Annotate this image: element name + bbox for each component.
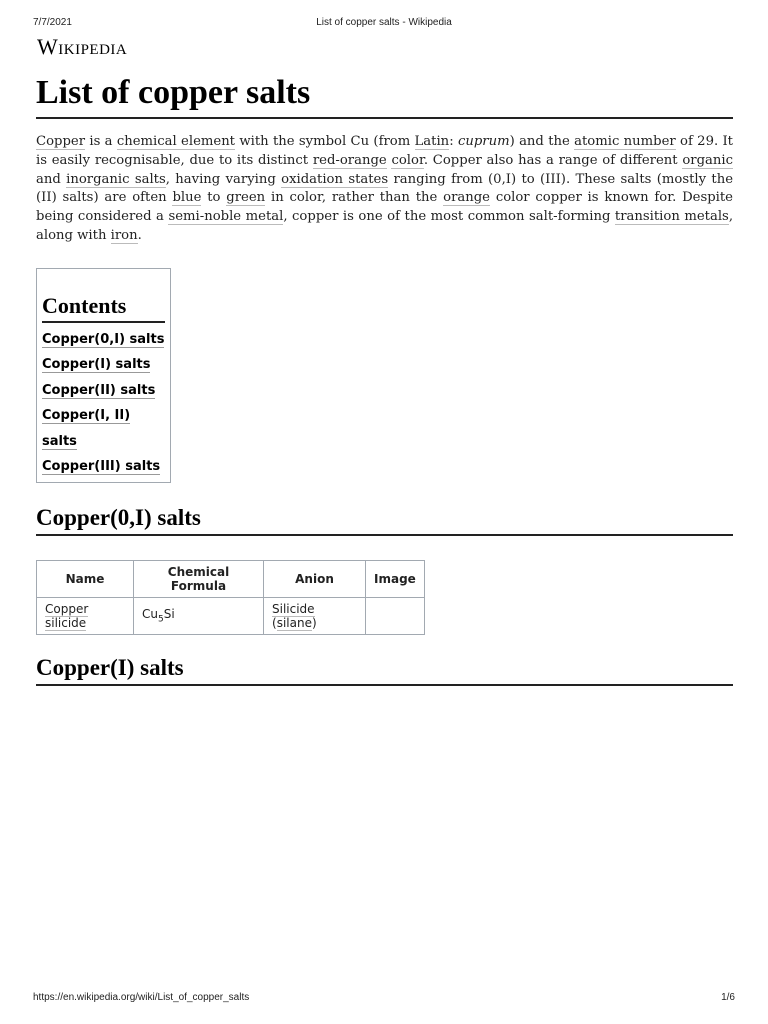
toc-list — [37, 323, 170, 480]
intro-link[interactable]: Copper — [36, 134, 86, 149]
intro-text: color copper is known for. Despite being considered a — [36, 190, 733, 225]
table-header-row — [37, 560, 425, 597]
intro-link[interactable]: red-orange — [312, 152, 387, 168]
intro-link[interactable]: inorganic salts — [66, 171, 166, 187]
intro-text: , along with — [36, 209, 734, 243]
print-page-title: List of copper salts - Wikipedia — [316, 17, 452, 28]
print-footer — [33, 992, 735, 1006]
article-content — [36, 70, 733, 686]
print-url: https://en.wikipedia.org/wiki/List_of_copper_salts — [33, 992, 250, 1003]
intro-text: with the symbol Cu (from — [235, 134, 415, 149]
intro-link[interactable]: orange — [443, 190, 490, 206]
print-date: 7/7/2021 — [33, 17, 72, 28]
intro-text: of 29. It is easily recognisable, due to its distinct — [36, 134, 733, 168]
intro-link[interactable]: semi-noble metal — [168, 209, 284, 225]
column-header-image: Image — [366, 560, 425, 597]
intro-link[interactable]: chemical element — [116, 134, 235, 149]
print-page-number: 1/6 — [721, 992, 735, 1003]
cell-formula: $Cu_5Si$ — [134, 597, 264, 634]
cell-name[interactable]: Copper silicide — [37, 597, 134, 634]
intro-link[interactable]: green — [226, 190, 266, 206]
intro-text: ranging from (0,I) to (III). These salts (mostly the (II) salts) are often — [36, 171, 733, 206]
cell-anion[interactable]: Silicide (silane) — [264, 597, 366, 634]
page-title: List of copper salts — [36, 70, 733, 119]
column-header-formula: Chemical Formula — [134, 560, 264, 597]
intro-link[interactable]: oxidation states — [281, 171, 389, 187]
intro-text: : — [449, 134, 458, 149]
intro-link[interactable]: color — [391, 152, 424, 168]
intro-link[interactable]: blue — [172, 190, 202, 206]
intro-text: . — [137, 227, 142, 243]
intro-text: , copper is one of the most common salt-forming — [283, 209, 615, 225]
toc-item-copper-0-i[interactable]: Copper(0,I) salts — [42, 331, 165, 347]
toc-item-copper-i-ii[interactable]: Copper(I, II) salts — [42, 408, 131, 449]
cell-image — [366, 597, 425, 634]
intro-text: cuprum — [457, 134, 510, 149]
column-header-anion: Anion — [264, 560, 366, 597]
intro-text: to — [201, 190, 227, 206]
toc-item-copper-iii[interactable]: Copper(III) salts — [42, 459, 161, 475]
section-heading-copper-i: Copper(I) salts — [36, 655, 733, 686]
intro-link[interactable]: atomic number — [574, 134, 676, 149]
intro-link[interactable]: iron — [110, 227, 138, 243]
intro-text: is a — [85, 134, 117, 149]
intro-text: . Copper also has a range of different — [423, 152, 683, 168]
intro-text: ) and the — [509, 134, 575, 149]
toc-item-copper-i[interactable]: Copper(I) salts — [42, 357, 151, 373]
toc-item-copper-ii[interactable]: Copper(II) salts — [42, 382, 156, 398]
intro-link[interactable]: organic — [682, 152, 733, 168]
intro-link[interactable]: transition metals — [614, 209, 729, 225]
intro-text: in color, rather than the — [265, 190, 444, 206]
section-heading-copper-0-i: Copper(0,I) salts — [36, 505, 733, 536]
intro-text: and — [36, 171, 67, 187]
print-header — [33, 17, 735, 31]
table-row — [37, 597, 425, 634]
table-of-contents — [36, 268, 171, 483]
intro-text: , having varying — [165, 171, 282, 187]
toc-title: Contents — [42, 293, 165, 323]
intro-paragraph — [36, 133, 733, 246]
column-header-name: Name — [37, 560, 134, 597]
wikipedia-logo[interactable]: Wikipedia — [37, 34, 128, 59]
salts-table — [36, 560, 425, 635]
intro-link[interactable]: Latin — [414, 134, 450, 149]
